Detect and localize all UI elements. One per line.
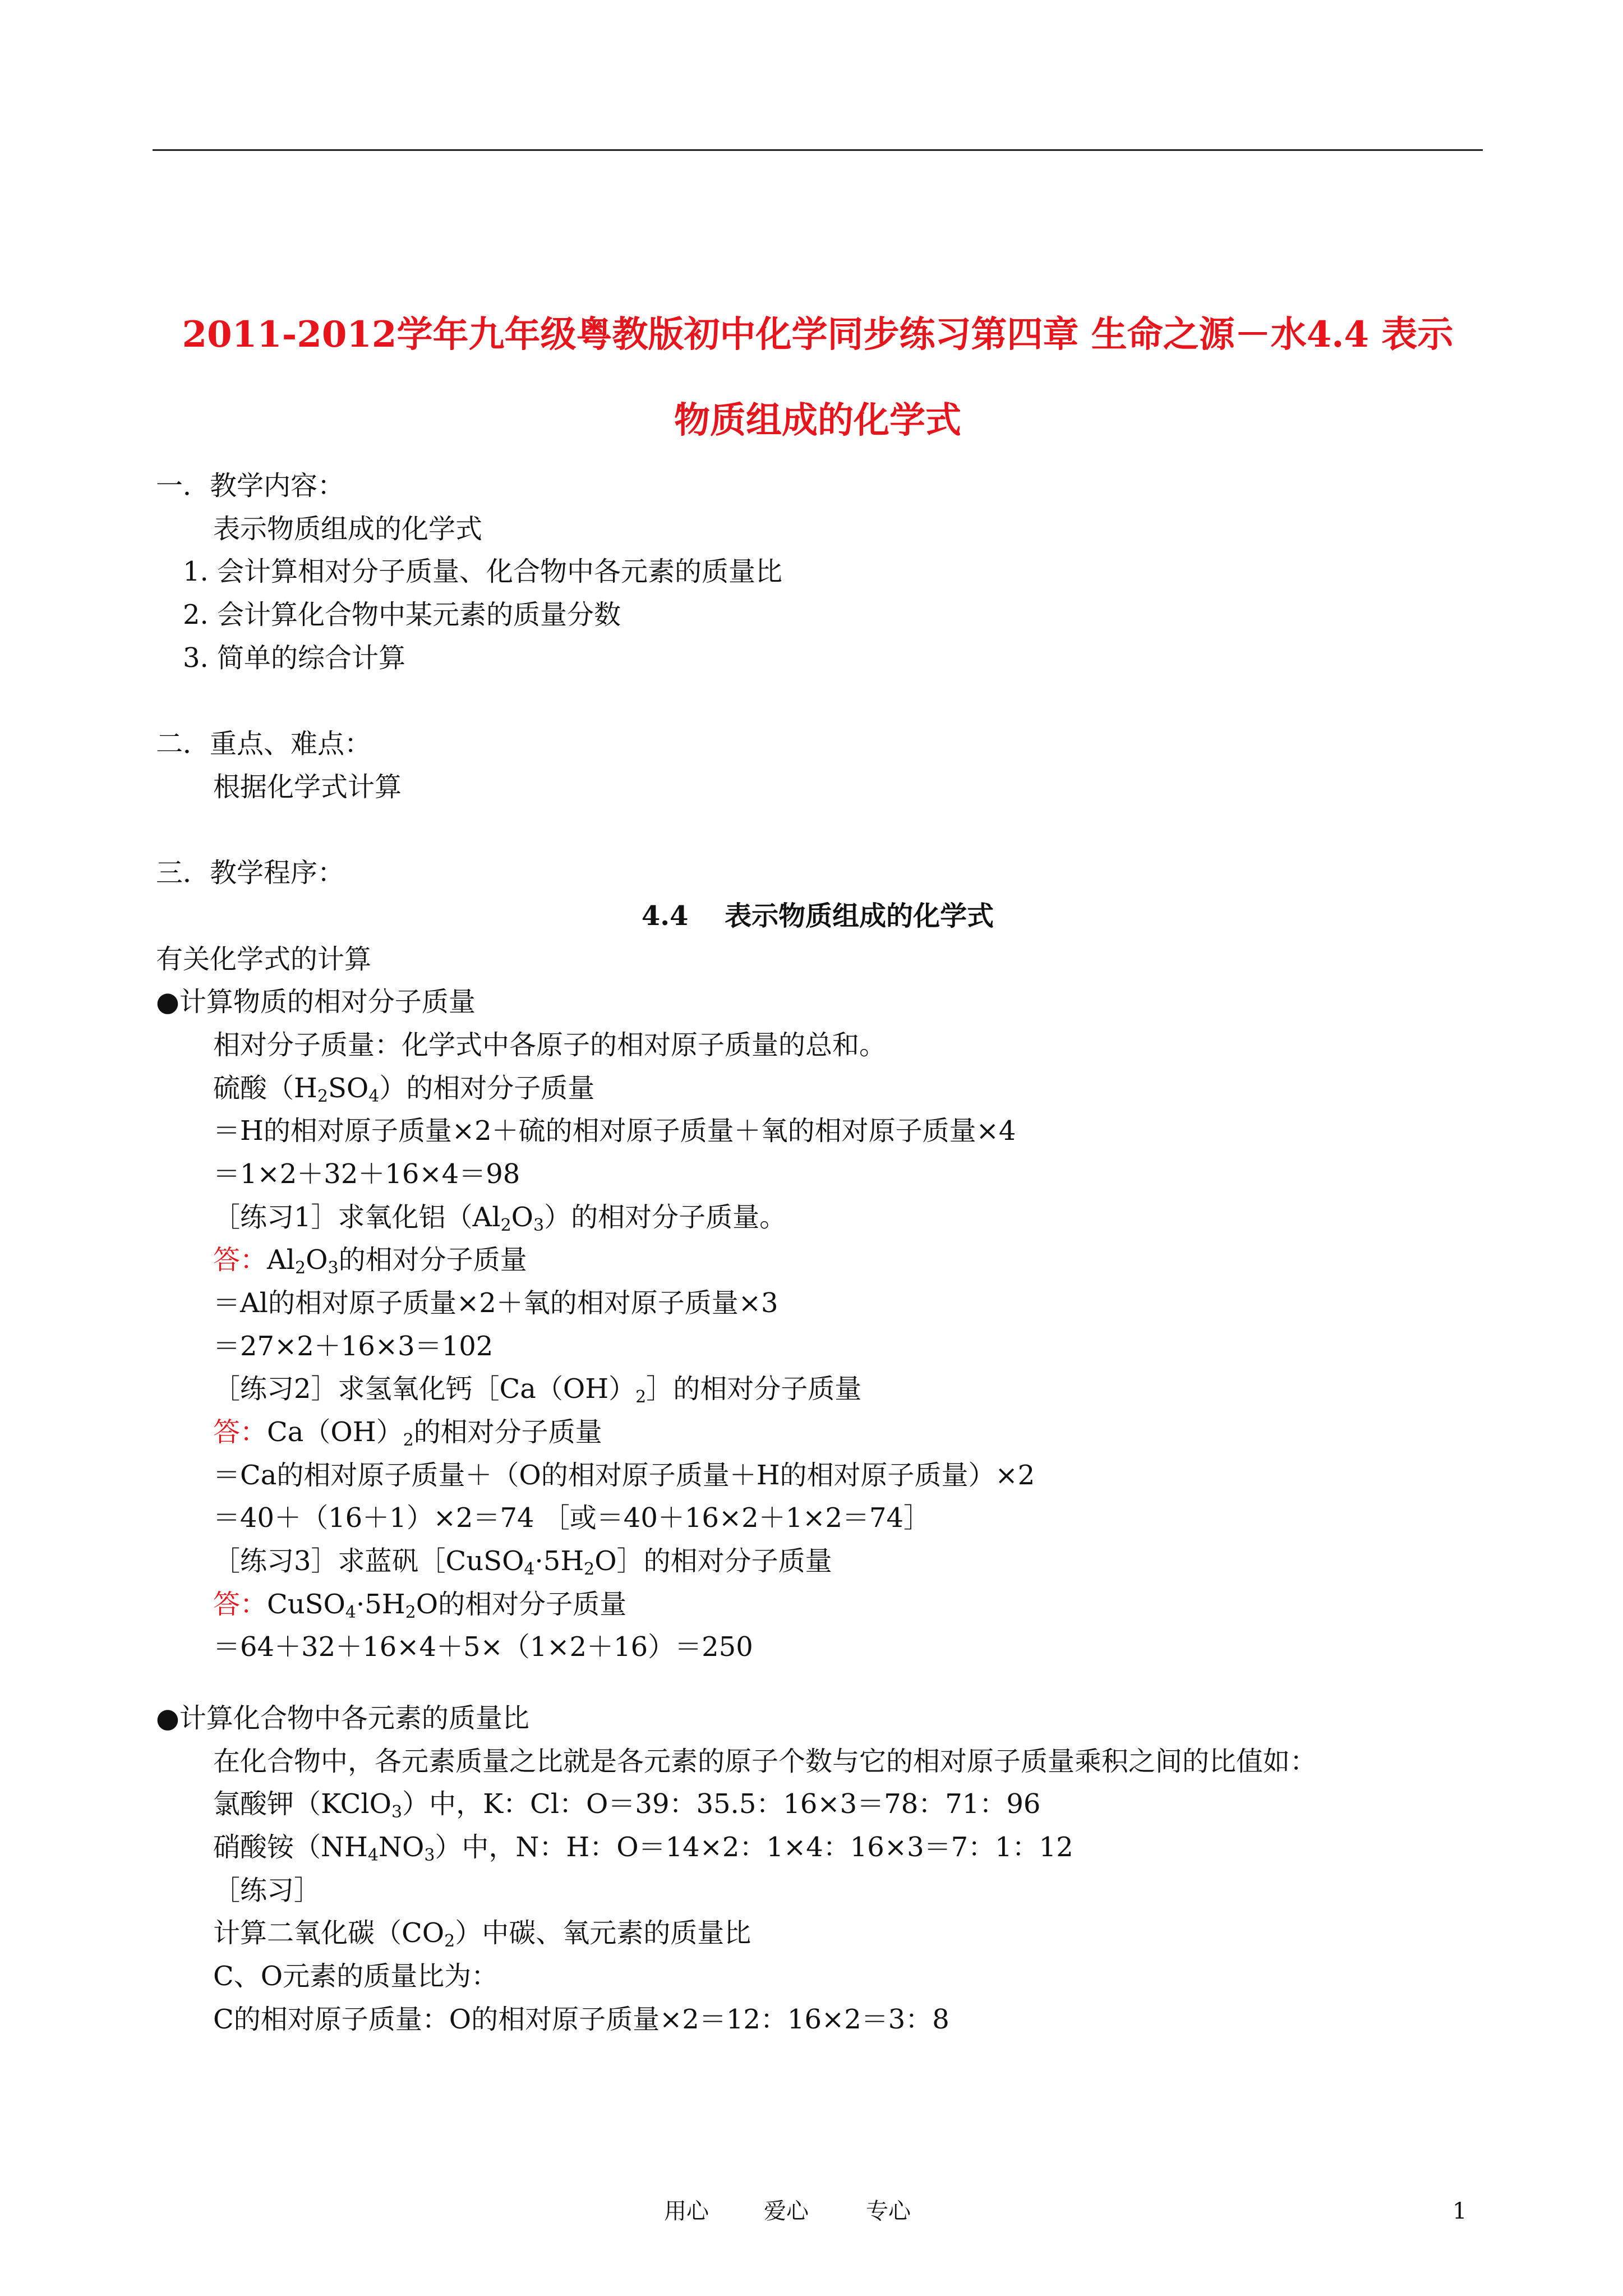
kclo3-line: 氯酸钾（KClO$_3$）中，K：Cl：O＝39：35.5：16×3＝78：71：96 bbox=[213, 1788, 1041, 1822]
section2-heading: 二．重点、难点： bbox=[156, 728, 372, 760]
h2so4-equation-2: ＝1×2＋32＋16×4＝98 bbox=[213, 1158, 520, 1190]
section1-item-3: 3. 简单的综合计算 bbox=[183, 642, 406, 674]
footer-slogan-2: 爱心 bbox=[764, 2198, 809, 2224]
answer-1: 答：$Al_2O_3$的相对分子质量 bbox=[213, 1244, 527, 1278]
co2-line: 计算二氧化碳$(CO_2)$中碳、氧元素的质量比 bbox=[213, 1917, 751, 1951]
mass-ratio-rule: 在化合物中，各元素质量之比就是各元素的原子个数与它的相对原子质量乘积之间的比值如： bbox=[213, 1746, 1317, 1777]
co-ratio-equation: C的相对原子质量：O的相对原子质量×2＝12：16×2＝3：8 bbox=[213, 2004, 949, 2035]
answer-2: 答：$Ca(OH)_2$的相对分子质量 bbox=[213, 1416, 602, 1450]
answer-3: 答：$CuSO_4\cdot 5H_2O$的相对分子质量 bbox=[213, 1589, 627, 1622]
document-title-line2: 物质组成的化学式 bbox=[674, 399, 961, 441]
section-subtitle: 4.4 表示物质组成的化学式 bbox=[641, 900, 994, 932]
section2-content: 根据化学式计算 bbox=[213, 771, 402, 803]
intro-line: 有关化学式的计算 bbox=[156, 944, 372, 975]
answer-3-equation: ＝64＋32＋16×4＋5×（1×2＋16）＝250 bbox=[213, 1631, 753, 1663]
answer-label: 答： bbox=[213, 1244, 268, 1276]
section1-topic: 表示物质组成的化学式 bbox=[213, 513, 483, 545]
section1-item-2: 2. 会计算化合物中某元素的质量分数 bbox=[183, 599, 621, 631]
answer-2-equation-1: ＝Ca的相对原子质量＋（O的相对原子质量＋H的相对原子质量）×2 bbox=[213, 1460, 1035, 1491]
header-rule bbox=[153, 149, 1483, 151]
footer-slogan-3: 专心 bbox=[866, 2198, 911, 2224]
bullet-molecular-mass: ●计算物质的相对分子质量 bbox=[156, 986, 476, 1018]
document-title-line1: 2011-2012学年九年级粤教版初中化学同步练习第四章 生命之源－水4.4 表示 bbox=[182, 314, 1454, 356]
exercise-2: ［练习2］求氢氧化钙$[Ca(OH)_2]$的相对分子质量 bbox=[213, 1373, 862, 1407]
answer-1-equation-1: ＝Al的相对原子质量×2＋氧的相对原子质量×3 bbox=[213, 1287, 778, 1319]
h2so4-equation-1: ＝H的相对原子质量×2＋硫的相对原子质量＋氧的相对原子质量×4 bbox=[213, 1115, 1016, 1147]
answer-label: 答： bbox=[213, 1589, 268, 1620]
answer-2-equation-2: ＝40＋（16＋1）×2＝74 ［或＝40＋16×2＋1×2＝74］ bbox=[213, 1502, 931, 1534]
footer-slogan-1: 用心 bbox=[664, 2198, 709, 2224]
answer-label: 答： bbox=[213, 1416, 268, 1448]
bullet-mass-ratio: ●计算化合物中各元素的质量比 bbox=[156, 1703, 529, 1734]
h2so4-line: 硫酸$(H_2SO_4)$的相对分子质量 bbox=[213, 1073, 595, 1106]
nh4no3-line: 硝酸铵$(NH_4NO_3)$中，N：H：O＝14×2：1×4：16×3＝7：1：12 bbox=[213, 1832, 1073, 1865]
exercise-1: ［练习1］求氧化铝$(Al_2O_3)$的相对分子质量。 bbox=[213, 1202, 787, 1235]
practice-label: ［练习］ bbox=[213, 1875, 321, 1906]
answer-1-equation-2: ＝27×2＋16×3＝102 bbox=[213, 1331, 494, 1362]
section3-heading: 三．教学程序： bbox=[156, 857, 345, 889]
co-ratio-line: C、O元素的质量比为： bbox=[213, 1961, 499, 1992]
section1-item-1: 1. 会计算相对分子质量、化合物中各元素的质量比 bbox=[183, 556, 783, 587]
definition-line: 相对分子质量：化学式中各原子的相对原子质量的总和。 bbox=[213, 1029, 887, 1061]
exercise-3: ［练习3］求蓝矾$[CuSO_4\cdot 5H_2O]$的相对分子质量 bbox=[213, 1545, 832, 1579]
section1-heading: 一．教学内容： bbox=[156, 470, 345, 501]
page-number: 1 bbox=[1453, 2198, 1467, 2224]
